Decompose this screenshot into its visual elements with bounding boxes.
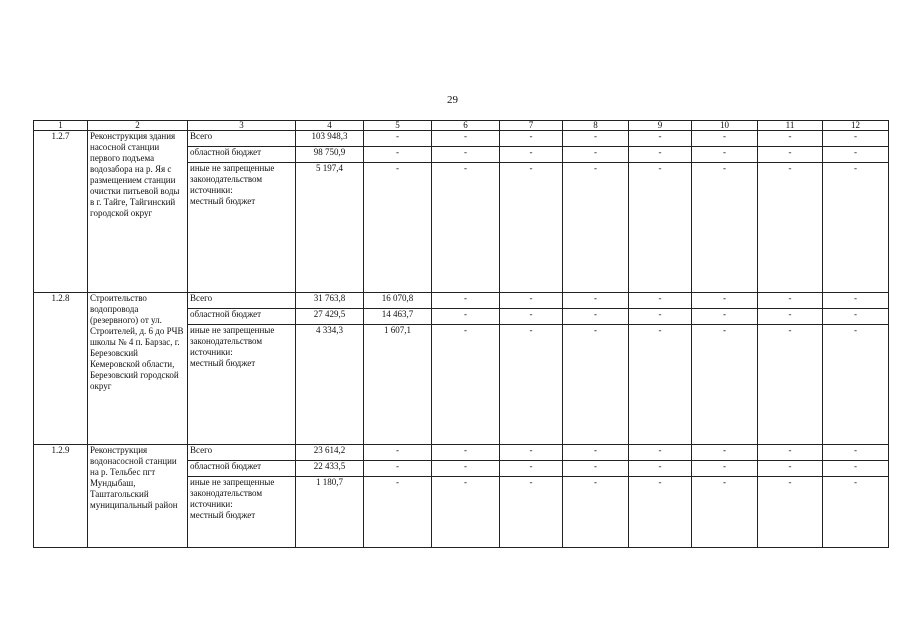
- funding-value: 103 948,3: [296, 131, 364, 147]
- funding-value: -: [432, 325, 500, 445]
- funding-value: -: [432, 309, 500, 325]
- funding-value: -: [432, 477, 500, 548]
- funding-value: -: [629, 325, 692, 445]
- funding-value: -: [692, 163, 758, 293]
- funding-value: -: [500, 445, 563, 461]
- funding-value: 14 463,7: [364, 309, 432, 325]
- funding-value: -: [500, 293, 563, 309]
- funding-value: -: [563, 309, 629, 325]
- column-header: 12: [823, 121, 889, 131]
- funding-value: -: [432, 461, 500, 477]
- funding-value: -: [629, 163, 692, 293]
- column-header: 8: [563, 121, 629, 131]
- item-number: 1.2.7: [34, 131, 88, 293]
- funding-value: -: [500, 163, 563, 293]
- funding-value: -: [758, 325, 823, 445]
- funding-value: -: [629, 147, 692, 163]
- funding-value: -: [364, 131, 432, 147]
- funding-value: -: [563, 293, 629, 309]
- funding-value: -: [563, 147, 629, 163]
- funding-value: -: [758, 445, 823, 461]
- project-name: Строительство водопровода (резервного) от ул. Строителей, д. 6 до РЧВ школы № 4 п. Барзас, г. Березовский Кемеровской области, Березовский городской округ: [88, 293, 188, 445]
- column-header: 11: [758, 121, 823, 131]
- funding-value: -: [364, 163, 432, 293]
- funding-value: -: [692, 477, 758, 548]
- funding-value: -: [692, 131, 758, 147]
- funding-value: -: [563, 325, 629, 445]
- funding-value: -: [823, 309, 889, 325]
- funding-value: -: [364, 445, 432, 461]
- funding-value: 1 180,7: [296, 477, 364, 548]
- funding-value: -: [823, 461, 889, 477]
- funding-source-label: областной бюджет: [188, 461, 296, 477]
- column-header: 7: [500, 121, 563, 131]
- funding-value: -: [692, 147, 758, 163]
- column-header: 6: [432, 121, 500, 131]
- funding-value: -: [629, 445, 692, 461]
- table-row: [34, 293, 889, 309]
- funding-value: -: [823, 325, 889, 445]
- funding-value: -: [563, 131, 629, 147]
- table-row: [34, 131, 889, 147]
- funding-value: -: [563, 477, 629, 548]
- funding-value: -: [758, 477, 823, 548]
- column-header: 1: [34, 121, 88, 131]
- column-header: 9: [629, 121, 692, 131]
- budget-table: [33, 120, 889, 548]
- funding-value: -: [823, 163, 889, 293]
- funding-value: -: [500, 477, 563, 548]
- funding-value: -: [692, 461, 758, 477]
- funding-value: -: [692, 293, 758, 309]
- funding-value: 23 614,2: [296, 445, 364, 461]
- funding-value: -: [692, 325, 758, 445]
- funding-value: -: [364, 477, 432, 548]
- funding-value: -: [629, 293, 692, 309]
- column-header: 5: [364, 121, 432, 131]
- funding-value: -: [500, 461, 563, 477]
- table-row: [34, 445, 889, 461]
- funding-value: 1 607,1: [364, 325, 432, 445]
- column-number-row: [34, 121, 889, 131]
- funding-value: -: [629, 131, 692, 147]
- funding-value: 27 429,5: [296, 309, 364, 325]
- funding-value: -: [563, 461, 629, 477]
- column-header: 3: [188, 121, 296, 131]
- column-header: 4: [296, 121, 364, 131]
- funding-value: -: [500, 131, 563, 147]
- funding-source-label: областной бюджет: [188, 309, 296, 325]
- item-number: 1.2.9: [34, 445, 88, 548]
- funding-source-label: иные не запрещенные законодательством источники: местный бюджет: [188, 163, 296, 293]
- funding-value: -: [432, 147, 500, 163]
- funding-value: -: [500, 309, 563, 325]
- funding-value: -: [629, 461, 692, 477]
- item-number: 1.2.8: [34, 293, 88, 445]
- funding-value: 16 070,8: [364, 293, 432, 309]
- funding-source-label: Всего: [188, 445, 296, 461]
- funding-value: -: [823, 477, 889, 548]
- column-header: 2: [88, 121, 188, 131]
- column-header: 10: [692, 121, 758, 131]
- project-name: Реконструкция водонасосной станции на р. Тельбес пгт Мундыбаш, Таштагольский муниципальный район: [88, 445, 188, 548]
- funding-value: -: [758, 147, 823, 163]
- funding-source-label: областной бюджет: [188, 147, 296, 163]
- funding-value: -: [758, 309, 823, 325]
- funding-value: -: [364, 461, 432, 477]
- funding-value: -: [629, 309, 692, 325]
- funding-value: -: [823, 131, 889, 147]
- funding-value: -: [500, 147, 563, 163]
- funding-value: -: [563, 163, 629, 293]
- funding-value: -: [432, 445, 500, 461]
- funding-source-label: Всего: [188, 131, 296, 147]
- funding-value: -: [823, 147, 889, 163]
- funding-value: -: [500, 325, 563, 445]
- funding-value: -: [692, 309, 758, 325]
- funding-value: -: [432, 293, 500, 309]
- funding-source-label: иные не запрещенные законодательством источники: местный бюджет: [188, 477, 296, 548]
- funding-value: -: [758, 293, 823, 309]
- funding-value: -: [432, 131, 500, 147]
- funding-value: -: [758, 163, 823, 293]
- funding-value: -: [432, 163, 500, 293]
- project-name: Реконструкция здания насосной станции первого подъема водозабора на р. Яя с размещением станции очистки питьевой воды в г. Тайге, Тайгинский городской округ: [88, 131, 188, 293]
- funding-value: -: [692, 445, 758, 461]
- funding-value: -: [758, 131, 823, 147]
- funding-value: -: [823, 445, 889, 461]
- funding-value: 98 750,9: [296, 147, 364, 163]
- funding-value: -: [364, 147, 432, 163]
- funding-value: 22 433,5: [296, 461, 364, 477]
- funding-value: -: [563, 445, 629, 461]
- funding-value: 5 197,4: [296, 163, 364, 293]
- funding-value: 4 334,3: [296, 325, 364, 445]
- funding-value: -: [758, 461, 823, 477]
- page-number: 29: [447, 94, 458, 106]
- funding-value: -: [823, 293, 889, 309]
- funding-value: 31 763,8: [296, 293, 364, 309]
- funding-source-label: Всего: [188, 293, 296, 309]
- funding-source-label: иные не запрещенные законодательством источники: местный бюджет: [188, 325, 296, 445]
- funding-value: -: [629, 477, 692, 548]
